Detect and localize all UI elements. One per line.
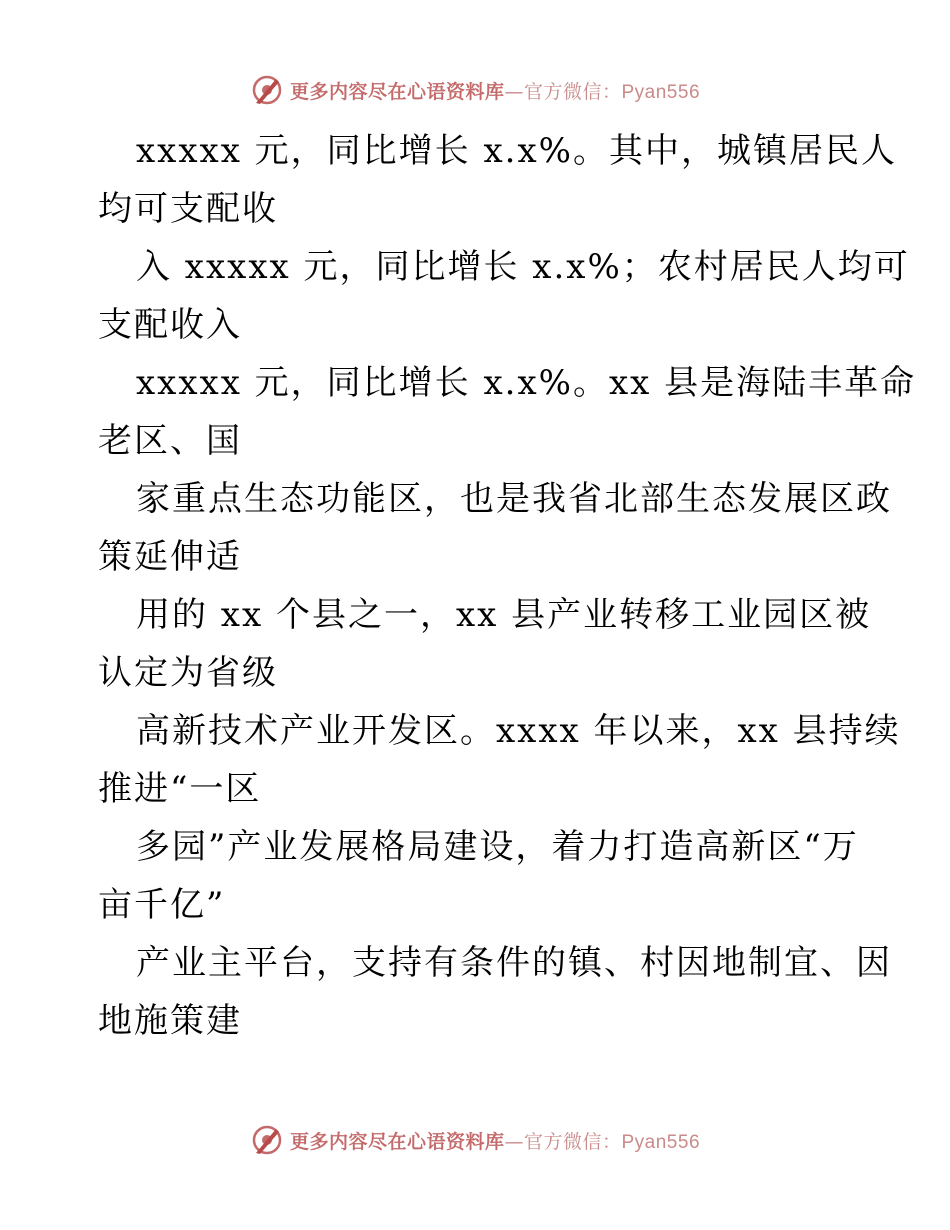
watermark-wechat-label: 官方微信： bbox=[523, 80, 622, 103]
paragraph-line: 均可支配收 bbox=[98, 189, 278, 229]
quill-seal-icon bbox=[250, 1123, 284, 1157]
paragraph-line: 策延伸适 bbox=[98, 537, 242, 577]
watermark-group bbox=[250, 73, 700, 107]
paragraph-line: xxxxx 元，同比增长 x.x%。其中，城镇居民人 bbox=[136, 131, 897, 171]
watermark-wechat-label: 官方微信： bbox=[523, 1130, 622, 1153]
paragraph-line: 认定为省级 bbox=[98, 653, 278, 693]
watermark-handle: Pyan556 bbox=[621, 1131, 701, 1153]
paragraph-line: 亩千亿” bbox=[98, 885, 226, 925]
footer-watermark bbox=[0, 1120, 950, 1160]
paragraph-line: 老区、国 bbox=[98, 421, 242, 461]
watermark-handle: Pyan556 bbox=[621, 81, 701, 103]
header-watermark bbox=[0, 70, 950, 110]
watermark-brand: 更多内容尽在心语资料库 bbox=[289, 1130, 505, 1153]
paragraph-line: 产业主平台，支持有条件的镇、村因地制宜、因 bbox=[136, 943, 892, 983]
watermark-separator: — bbox=[504, 80, 524, 103]
paragraph-line: 推进“一区 bbox=[98, 769, 262, 809]
watermark-group bbox=[250, 1123, 700, 1157]
paragraph-line: 地施策建 bbox=[98, 1001, 242, 1041]
watermark-text bbox=[290, 1127, 700, 1154]
paragraph-line: 支配收入 bbox=[98, 305, 242, 345]
paragraph-line: 用的 xx 个县之一，xx 县产业转移工业园区被 bbox=[136, 595, 872, 635]
paragraph-line: 入 xxxxx 元，同比增长 x.x%；农村居民人均可 bbox=[136, 247, 910, 287]
paragraph-line: 高新技术产业开发区。xxxx 年以来，xx 县持续 bbox=[136, 711, 901, 751]
paragraph-line: xxxxx 元，同比增长 x.x%。xx 县是海陆丰革命 bbox=[136, 363, 917, 403]
watermark-brand: 更多内容尽在心语资料库 bbox=[289, 80, 505, 103]
paragraph-line: 多园”产业发展格局建设，着力打造高新区“万 bbox=[136, 827, 859, 867]
watermark-text bbox=[290, 77, 700, 104]
quill-seal-icon bbox=[250, 73, 284, 107]
paragraph-line: 家重点生态功能区，也是我省北部生态发展区政 bbox=[136, 479, 892, 519]
document-body bbox=[98, 122, 917, 1050]
watermark-separator: — bbox=[504, 1130, 524, 1153]
